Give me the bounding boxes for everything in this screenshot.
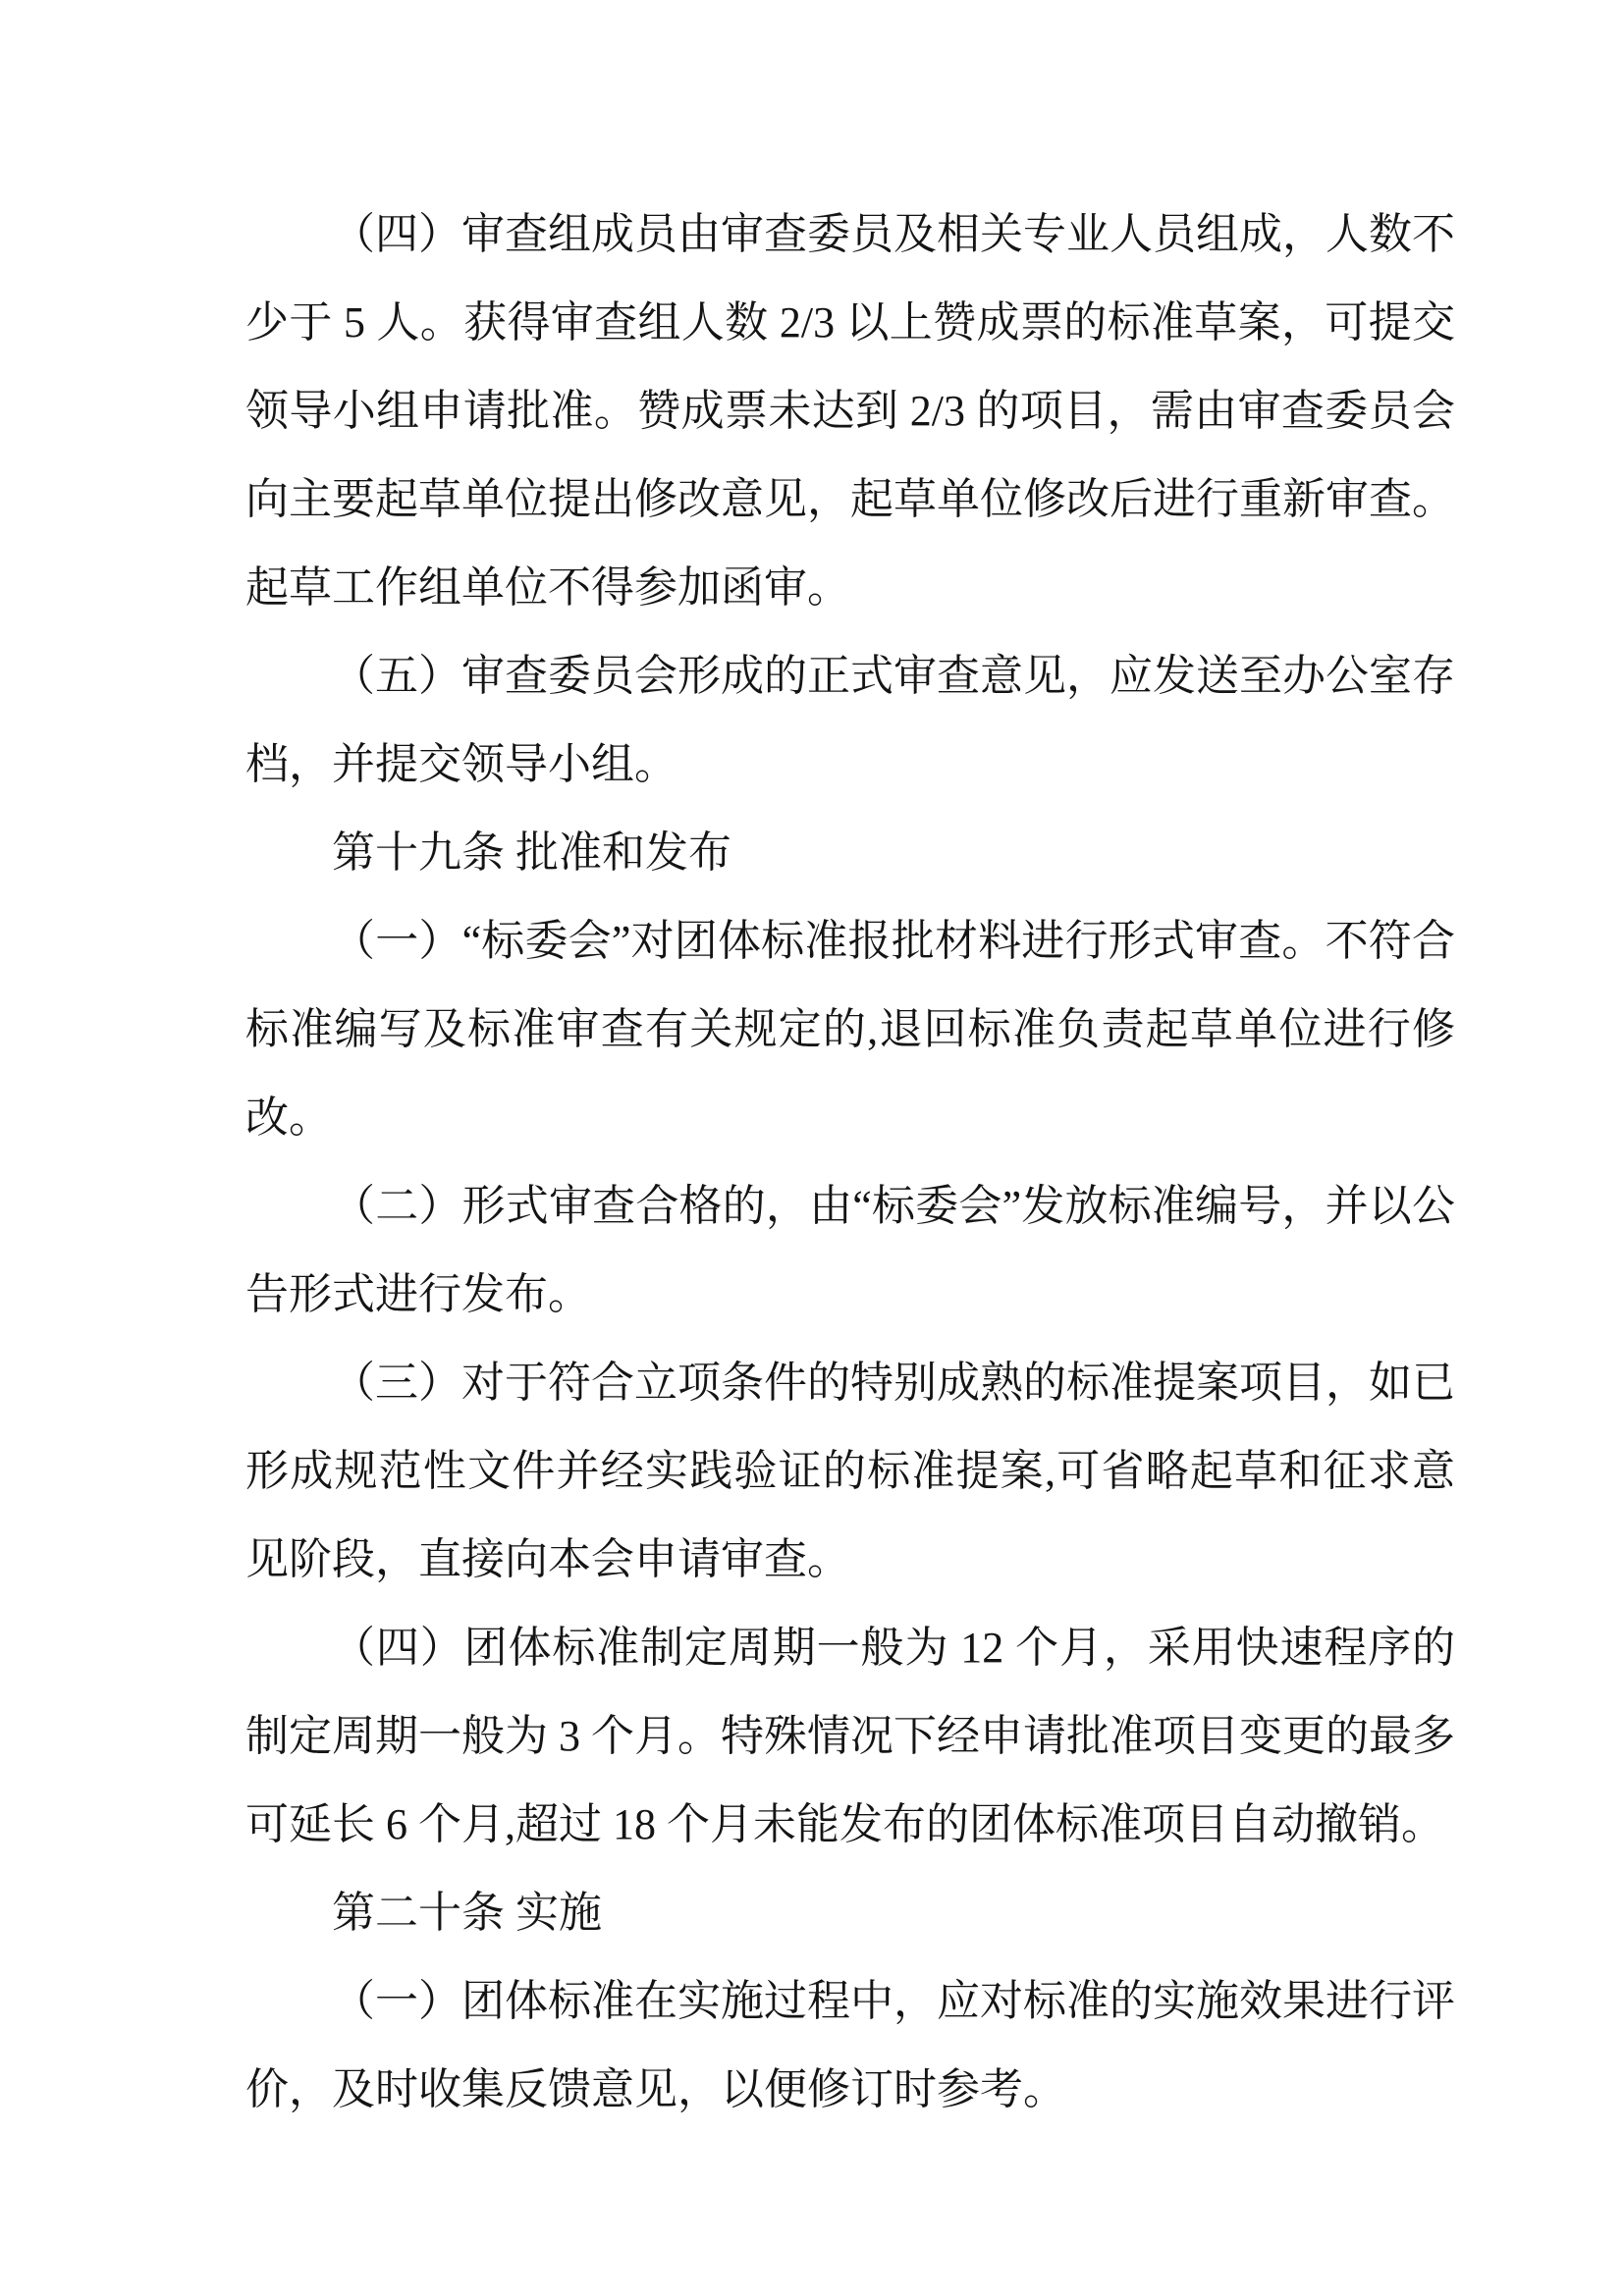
article-heading: 第二十条 实施 — [332, 1889, 602, 1937]
clause-paragraph: （四）团体标准制定周期一般为 12 个月，采用快速程序的制定周期一般为 3 个月。特殊情况下经申请批准项目变更的最多可延长 6 个月,超过 18 个月未能发布的团体标准项目自动撤销。 — [245, 1624, 1455, 1848]
article-heading: 第十九条 批准和发布 — [332, 828, 731, 877]
document-body — [245, 190, 1455, 2134]
clause-paragraph: （一）团体标准在实施过程中，应对标准的实施效果进行评价，及时收集反馈意见，以便修订时参考。 — [245, 1977, 1455, 2113]
clause-paragraph: （三）对于符合立项条件的特别成熟的标准提案项目，如已形成规范性文件并经实践验证的标准提案,可省略起草和征求意见阶段，直接向本会申请审查。 — [245, 1359, 1455, 1583]
clause-paragraph: （二）形式审查合格的，由“标委会”发放标准编号，并以公告形式进行发布。 — [245, 1182, 1455, 1318]
clause-paragraph: （四）审查组成员由审查委员及相关专业人员组成，人数不少于 5 人。获得审查组人数 2/3 以上赞成票的标准草案，可提交领导小组申请批准。赞成票未达到 2/3 的项目，需由审查委员会向主要起草单位提出修改意见，起草单位修改后进行重新审查。起草工作组单位不得参加函审。 — [245, 210, 1455, 612]
clause-paragraph: （五）审查委员会形成的正式审查意见，应发送至办公室存档，并提交领导小组。 — [245, 652, 1455, 788]
clause-paragraph: （一）“标委会”对团体标准报批材料进行形式审查。不符合标准编写及标准审查有关规定的,退回标准负责起草单位进行修改。 — [245, 917, 1455, 1142]
